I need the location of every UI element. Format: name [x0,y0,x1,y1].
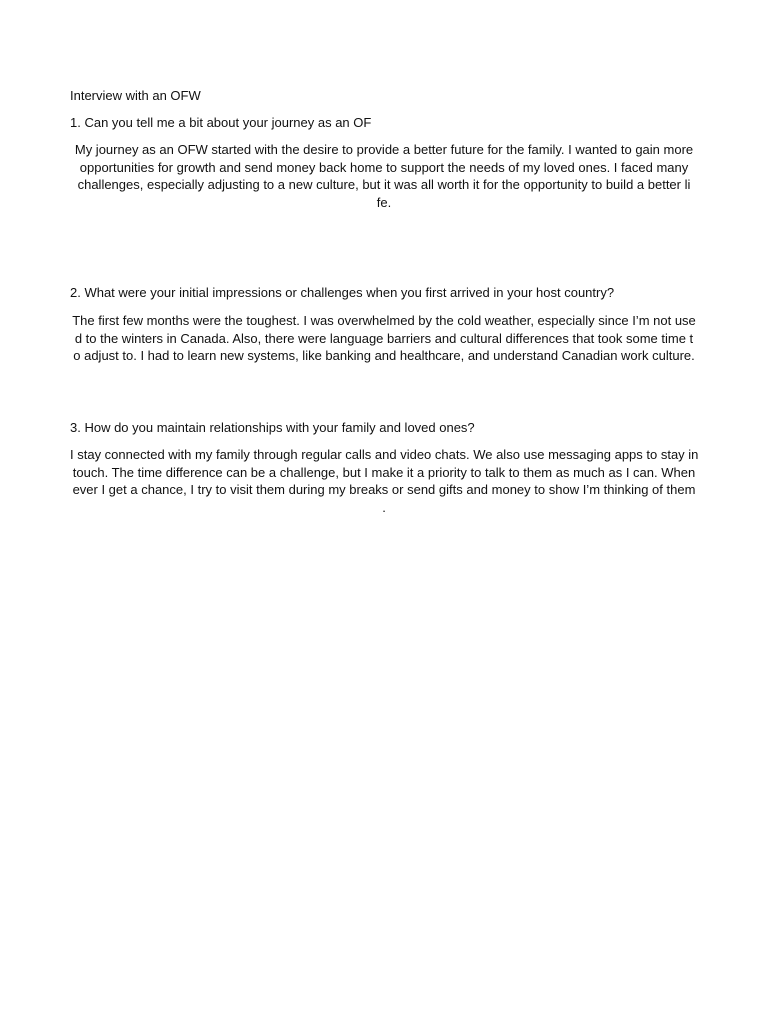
answer-1-line: opportunities for growth and send money back home to support the needs of my loved ones. I faced many [79,159,689,175]
answer-2-line: d to the winters in Canada. Also, there were language barriers and cultural differences that took some time t [74,330,694,346]
answer-3-line: I stay connected with my family through regular calls and video chats. We also use messaging apps to stay in [70,447,699,462]
answer-1 [70,141,698,212]
answer-1-line: My journey as an OFW started with the desire to provide a better future for the family. I wanted to gain more [74,142,694,157]
answer-1-line: challenges, especially adjusting to a new culture, but it was all worth it for the opportunity to build a better li [77,177,691,193]
answer-2-line: o adjust to. I had to learn new systems, like banking and healthcare, and understand Canadian work culture. [73,348,695,364]
answer-2-line: The first few months were the toughest. I was overwhelmed by the cold weather, especially since I’m not use [72,313,696,328]
answer-3-line: ever I get a chance, I try to visit them during my breaks or send gifts and money to show I’m thinking of them [72,482,696,498]
answer-2 [70,312,698,365]
answer-3 [70,446,698,517]
question-2: 2. What were your initial impressions or challenges when you first arrived in your host country? [70,285,615,300]
answer-3-line: touch. The time difference can be a challenge, but I make it a priority to talk to them as much as I can. When [72,464,696,480]
answer-1-line: fe. [376,195,392,211]
answer-3-line: . [382,500,386,516]
document-title: Interview with an OFW [70,88,201,103]
question-1: 1. Can you tell me a bit about your journey as an OF [70,115,372,130]
question-3: 3. How do you maintain relationships with your family and loved ones? [70,420,475,435]
